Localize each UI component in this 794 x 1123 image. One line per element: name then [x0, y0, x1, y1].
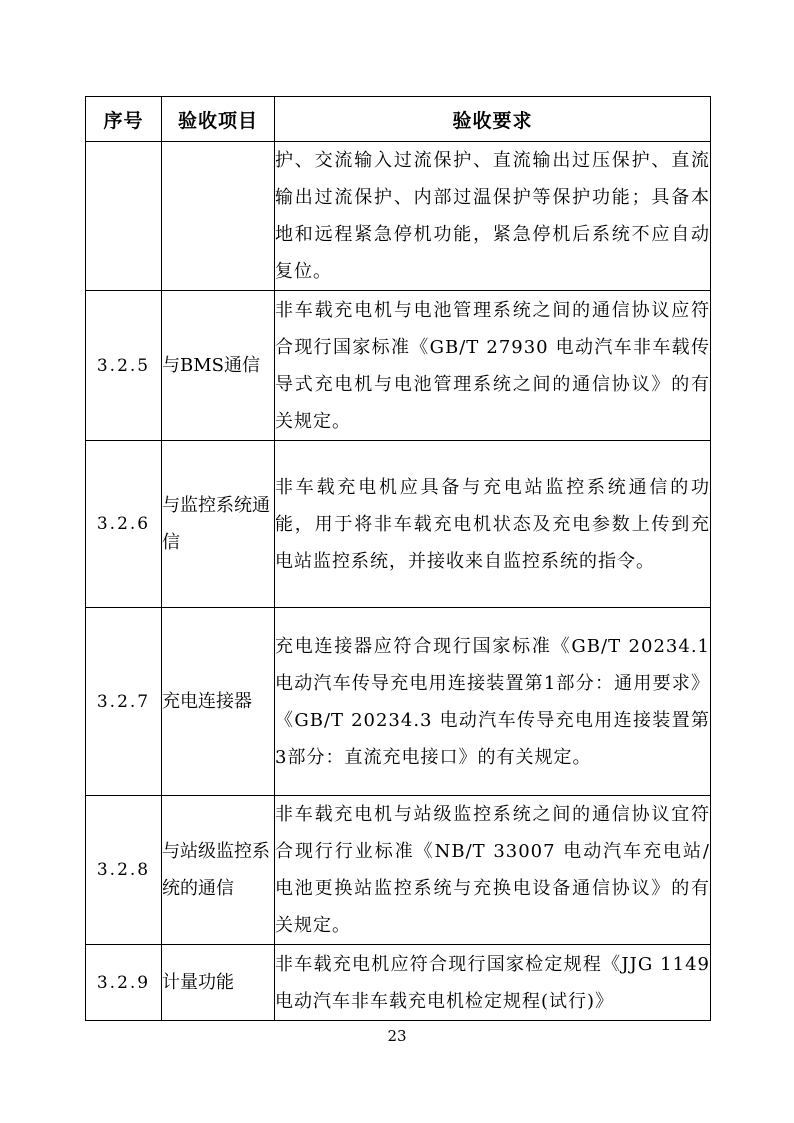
row-item: 与监控系统通信	[162, 441, 275, 608]
row-requirement: 非车载充电机应符合现行国家检定规程《JJG 1149 电动汽车非车载充电机检定规程(试行)》	[275, 945, 711, 1021]
row-requirement: 非车载充电机应具备与充电站监控系统通信的功能，用于将非车载充电机状态及充电参数上传到充电站监控系统，并接收来自监控系统的指令。	[275, 441, 711, 608]
table-row	[86, 608, 711, 796]
row-item: 与站级监控系统的通信	[162, 796, 275, 945]
row-seq	[86, 142, 162, 291]
row-requirement: 护、交流输入过流保护、直流输出过压保护、直流输出过流保护、内部过温保护等保护功能；具备本地和远程紧急停机功能，紧急停机后系统不应自动复位。	[275, 142, 711, 291]
row-item	[162, 142, 275, 291]
row-seq: 3.2.6	[86, 441, 162, 608]
header-requirement: 验收要求	[275, 97, 711, 142]
row-item: 充电连接器	[162, 608, 275, 796]
row-requirement: 充电连接器应符合现行国家标准《GB/T 20234.1 电动汽车传导充电用连接装置第1部分：通用要求》《GB/T 20234.3 电动汽车传导充电用连接装置第3部分：直流充电接口》的有关规定。	[275, 608, 711, 796]
table-row	[86, 441, 711, 608]
header-item: 验收项目	[162, 97, 275, 142]
row-seq: 3.2.5	[86, 291, 162, 441]
row-seq: 3.2.9	[86, 945, 162, 1021]
table-row	[86, 796, 711, 945]
row-seq: 3.2.8	[86, 796, 162, 945]
table-row	[86, 142, 711, 291]
row-requirement: 非车载充电机与站级监控系统之间的通信协议宜符合现行行业标准《NB/T 33007 电动汽车充电站/电池更换站监控系统与充换电设备通信协议》的有关规定。	[275, 796, 711, 945]
header-seq: 序号	[86, 97, 162, 142]
table-row	[86, 291, 711, 441]
table-header-row	[86, 97, 711, 142]
row-requirement: 非车载充电机与电池管理系统之间的通信协议应符合现行国家标准《GB/T 27930 电动汽车非车载传导式充电机与电池管理系统之间的通信协议》的有关规定。	[275, 291, 711, 441]
row-item: 计量功能	[162, 945, 275, 1021]
acceptance-table	[85, 96, 711, 1021]
table-row	[86, 945, 711, 1021]
row-item: 与BMS通信	[162, 291, 275, 441]
row-seq: 3.2.7	[86, 608, 162, 796]
page-number: 23	[387, 1027, 407, 1045]
